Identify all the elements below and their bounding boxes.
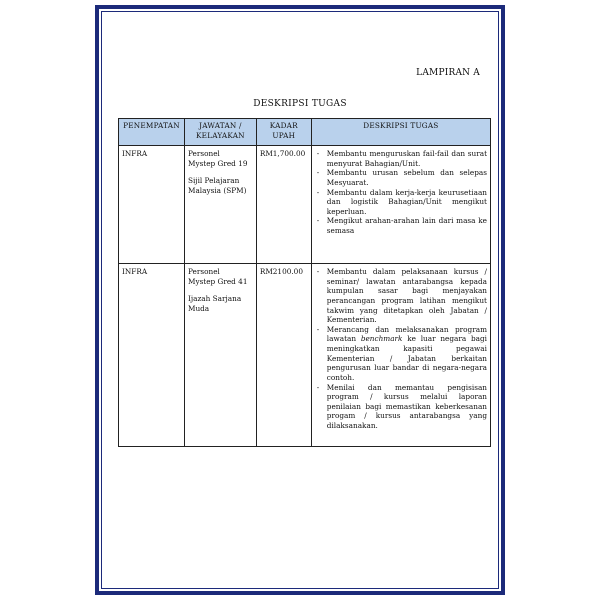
task-item: - Merancang dan melaksanakan program lawatan benchmark ke luar negara bagi meningkatkan kapasiti pegawai Kementerian / Jabatan berkaitan pengurusan luar bandar di negara-negara contoh. (327, 325, 487, 383)
position-title: Personel (187, 267, 220, 276)
rate-cell: RM1,700.00 (256, 146, 311, 264)
placement-cell: INFRA (119, 146, 185, 264)
qualification-line: Malaysia (SPM) (187, 185, 247, 195)
header-rate: KADAR UPAH (256, 119, 311, 146)
task-list (315, 149, 487, 236)
table-header-row (119, 119, 491, 146)
qualification-line: Ijazah Sarjana (187, 294, 242, 304)
appendix-label: LAMPIRAN A (416, 68, 480, 78)
header-placement: PENEMPATAN (119, 119, 185, 146)
placement-cell: INFRA (119, 264, 185, 447)
table-row (119, 146, 491, 264)
task-item: - Membantu menguruskan fail-fail dan surat menyurat Bahagian/Unit. (327, 149, 487, 168)
duties-table (118, 118, 491, 447)
tasks-cell (311, 146, 490, 264)
task-item: - Mengikut arahan-arahan lain dari masa ke semasa (327, 216, 487, 235)
task-item: - Menilai dan memantau pengisisan program / kursus melalui laporan penilaian bagi memastikan keberkesanan progam / kursus antarabangsa yang dilaksanakan. (327, 383, 487, 431)
rate-cell: RM2100.00 (256, 264, 311, 447)
position-cell (184, 264, 256, 447)
task-list (315, 267, 487, 431)
qualification-line: Muda (187, 303, 210, 313)
position-title: Personel (187, 149, 220, 158)
header-position: JAWATAN / KELAYAKAN (184, 119, 256, 146)
tasks-cell (311, 264, 490, 447)
position-cell (184, 146, 256, 264)
italic-term: benchmark (360, 334, 403, 344)
task-item: - Membantu urusan sebelum dan selepas Mesyuarat. (327, 168, 487, 187)
header-description: DESKRIPSI TUGAS (311, 119, 490, 146)
qualification-line: Sijil Pelajaran (187, 176, 240, 186)
position-grade: Mystep Gred 19 (187, 158, 248, 168)
task-item: - Membantu dalam kerja-kerja keurusetiaan dan logistik Bahagian/Unit mengikut keperluan. (327, 188, 487, 217)
document-title: DESKRIPSI TUGAS (253, 99, 347, 109)
table-row (119, 264, 491, 447)
position-grade: Mystep Gred 41 (187, 276, 248, 286)
task-item: - Membantu dalam pelaksanaan kursus / seminar/ lawatan antarabangsa kepada kumpulan sasar bagi menjayakan perancangan program latihan mengikut takwim yang ditetapkan oleh Jabatan / Kementerian. (327, 267, 487, 325)
